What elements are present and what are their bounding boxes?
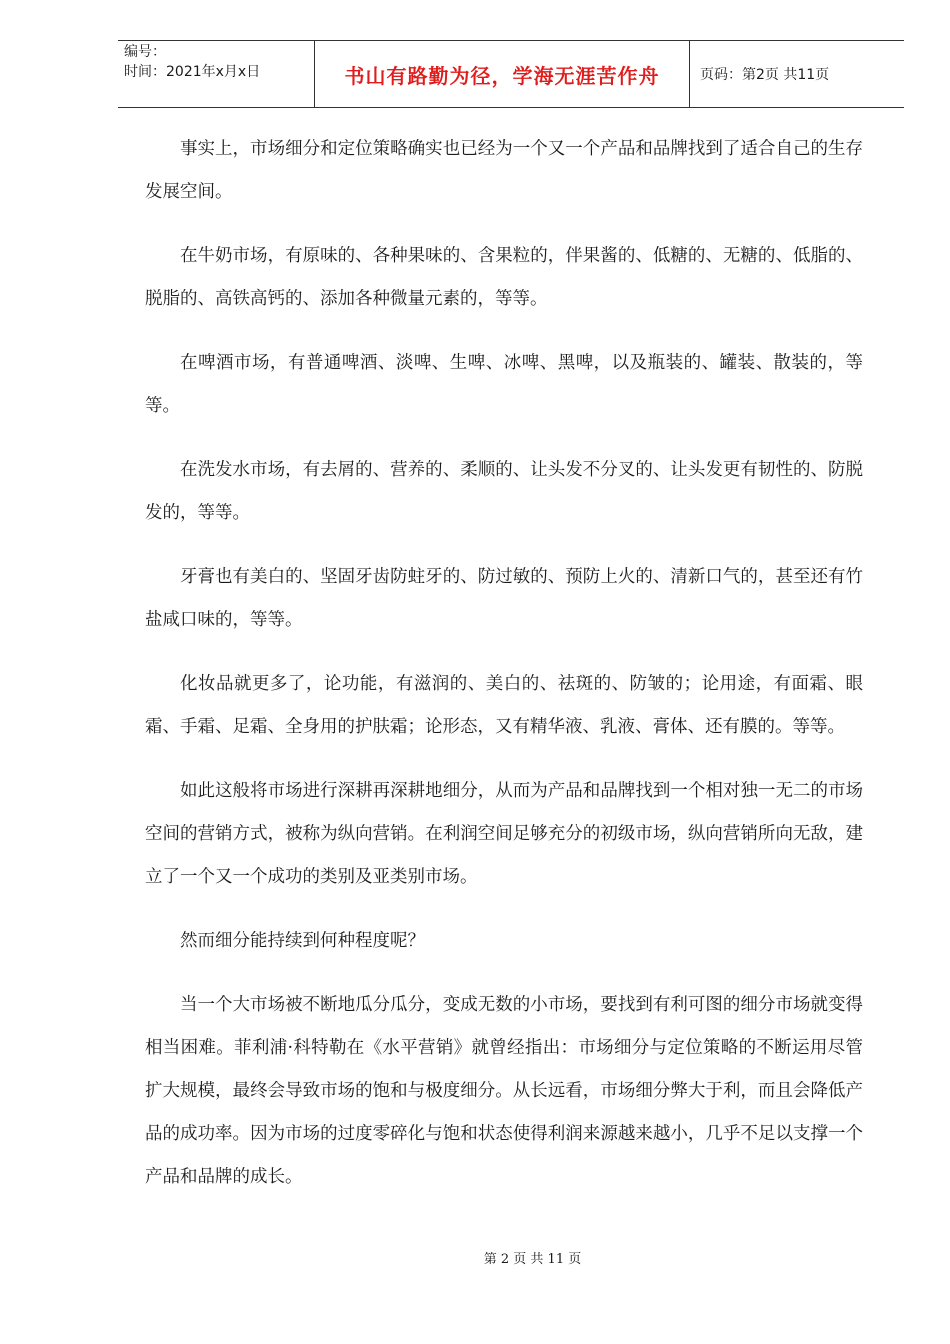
paragraph: 在洗发水市场，有去屑的、营养的、柔顺的、让头发不分叉的、让头发更有韧性的、防脱发的，等等。 (145, 460, 863, 523)
paragraph: 在啤酒市场，有普通啤酒、淡啤、生啤、冰啤、黑啤，以及瓶装的、罐装、散装的，等等。 (145, 353, 863, 416)
document-body (145, 128, 863, 1220)
paragraph: 然而细分能持续到何种程度呢？ (180, 931, 425, 951)
paragraph: 事实上，市场细分和定位策略确实也已经为一个又一个产品和品牌找到了适合自己的生存发展空间。 (145, 139, 863, 202)
document-number-label: 编号： (124, 44, 166, 60)
paragraph: 当一个大市场被不断地瓜分瓜分，变成无数的小市场，要找到有利可图的细分市场就变得相当困难。菲利浦·科特勒在《水平营销》就曾经指出：市场细分与定位策略的不断运用尽管扩大规模，最终会导致市场的饱和与极度细分。从长远看，市场细分弊大于利，而且会降低产品的成功率。因为市场的过度零碎化与饱和状态使得利润来源越来越小，几乎不足以支撑一个产品和品牌的成长。 (145, 995, 863, 1187)
header-meta-cell (118, 41, 314, 107)
paragraph: 如此这般将市场进行深耕再深耕地细分，从而为产品和品牌找到一个相对独一无二的市场空间的营销方式，被称为纵向营销。在利润空间足够充分的初级市场，纵向营销所向无敌，建立了一个又一个成功的类别及亚类别市场。 (145, 781, 863, 887)
paragraph: 牙膏也有美白的、坚固牙齿防蛀牙的、防过敏的、预防上火的、清新口气的，甚至还有竹盐咸口味的，等等。 (145, 567, 863, 630)
page-header (118, 40, 904, 108)
header-motto-cell (314, 41, 690, 107)
header-page-info: 页码：第2页 共11页 (700, 67, 830, 83)
paragraph: 化妆品就更多了，论功能，有滋润的、美白的、祛斑的、防皱的；论用途，有面霜、眼霜、手霜、足霜、全身用的护肤霜；论形态，又有精华液、乳液、膏体、还有膜的。等等。 (145, 674, 863, 737)
header-page-cell (690, 41, 904, 107)
header-motto: 书山有路勤为径，学海无涯苦作舟 (344, 63, 660, 88)
document-time-label: 时间：2021年x月x日 (124, 64, 261, 80)
paragraph: 在牛奶市场，有原味的、各种果味的、含果粒的，伴果酱的、低糖的、无糖的、低脂的、脱脂的、高铁高钙的、添加各种微量元素的，等等。 (145, 246, 863, 309)
page-footer: 第 2 页 共 11 页 (483, 1252, 582, 1267)
